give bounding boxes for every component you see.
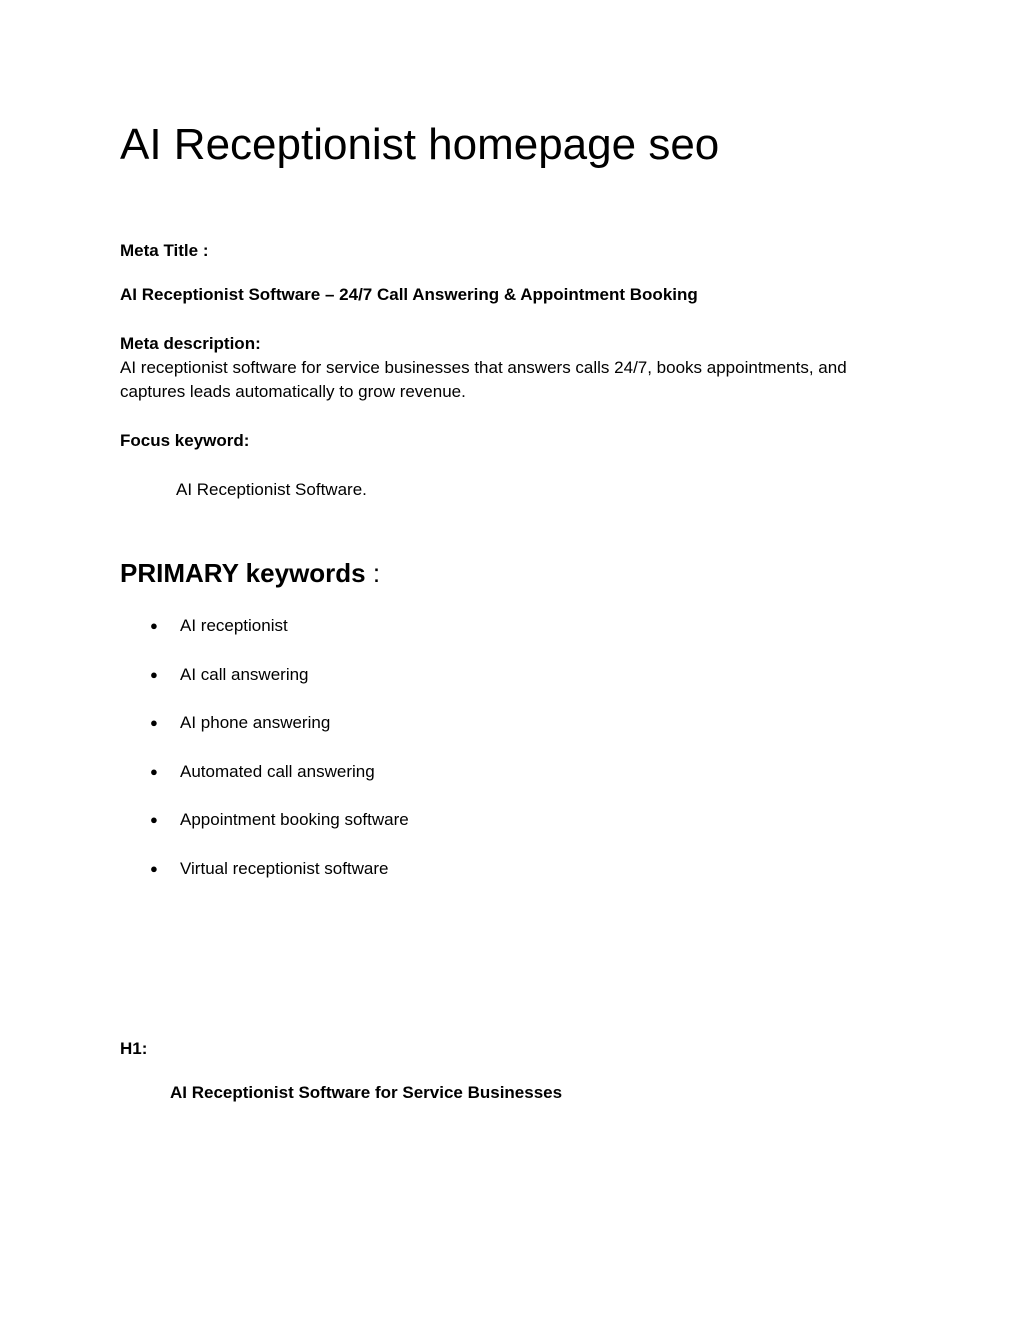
h1-label: H1: bbox=[120, 1039, 148, 1058]
primary-keywords-heading bbox=[120, 557, 380, 589]
keyword-text: AI receptionist bbox=[180, 616, 288, 635]
keyword-text: Virtual receptionist software bbox=[180, 858, 389, 878]
keyword-text: AI phone answering bbox=[180, 713, 331, 732]
keyword-text: Automated call answering bbox=[180, 761, 375, 781]
bullet-icon: ● bbox=[150, 618, 158, 633]
primary-keywords-heading-text: PRIMARY keywords bbox=[120, 558, 366, 588]
meta-description-text: AI receptionist software for service businesses that answers calls 24/7, books appointments, and captures leads automatically to grow revenue. bbox=[120, 358, 847, 401]
bullet-icon: ● bbox=[150, 763, 158, 779]
primary-keywords-heading-colon: : bbox=[365, 558, 381, 588]
h1-value: AI Receptionist Software for Service Businesses bbox=[170, 1083, 563, 1102]
bullet-icon: ● bbox=[150, 860, 158, 876]
bullet-icon: ● bbox=[150, 812, 158, 827]
bullet-icon: ● bbox=[150, 666, 158, 682]
keyword-text: AI call answering bbox=[180, 664, 309, 684]
keyword-text: Appointment booking software bbox=[180, 810, 409, 829]
meta-title-label: Meta Title : bbox=[120, 241, 209, 260]
meta-title-value: AI Receptionist Software – 24/7 Call Answering & Appointment Booking bbox=[120, 285, 698, 304]
document-title: AI Receptionist homepage seo bbox=[120, 120, 720, 169]
focus-keyword-label: Focus keyword: bbox=[120, 431, 250, 450]
focus-keyword-value: AI Receptionist Software. bbox=[176, 480, 367, 499]
meta-description-label: Meta description: bbox=[120, 334, 261, 353]
bullet-icon: ● bbox=[150, 715, 158, 730]
